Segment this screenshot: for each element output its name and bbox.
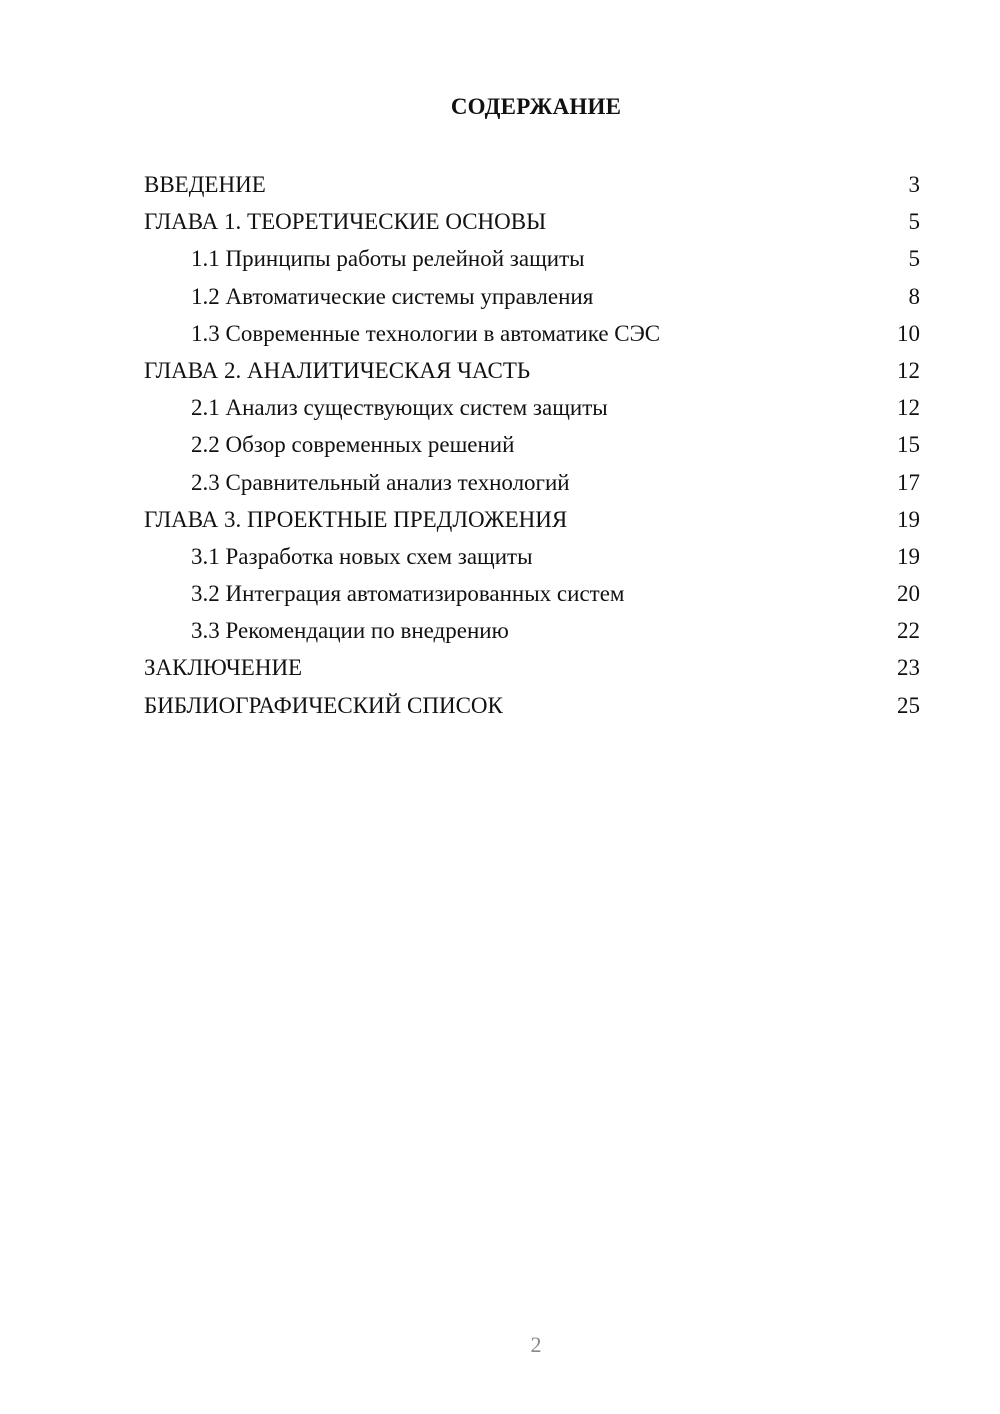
toc-entry-page: 5 xyxy=(908,246,920,272)
toc-subentry[interactable] xyxy=(144,278,920,315)
toc-entry-page: 15 xyxy=(897,432,920,458)
toc-entry-page: 19 xyxy=(897,543,920,569)
toc-subentry[interactable] xyxy=(144,538,920,575)
toc-entry-label: 2.1 Анализ существующих систем защиты xyxy=(191,395,608,421)
toc-entry-page: 22 xyxy=(897,618,920,644)
toc-entry[interactable] xyxy=(144,352,920,389)
toc-entry-label: 3.1 Разработка новых схем защиты xyxy=(191,543,533,569)
toc-subentry[interactable] xyxy=(144,464,920,501)
toc-entry-page: 17 xyxy=(897,469,920,495)
toc-entry-page: 8 xyxy=(908,283,920,309)
toc-subentry[interactable] xyxy=(144,575,920,612)
toc-entry-label: 3.3 Рекомендации по внедрению xyxy=(191,618,509,644)
toc-entry-label: 2.2 Обзор современных решений xyxy=(191,432,515,458)
toc-entry-label: ВВЕДЕНИЕ xyxy=(144,172,266,197)
toc-entry[interactable] xyxy=(144,501,920,538)
toc-subentry[interactable] xyxy=(144,612,920,649)
toc-entry-label: 3.2 Интеграция автоматизированных систем xyxy=(191,581,625,607)
toc-entry[interactable] xyxy=(144,687,920,724)
toc-subentry[interactable] xyxy=(144,389,920,426)
toc-entry-page: 23 xyxy=(897,655,920,681)
toc-entry[interactable] xyxy=(144,649,920,686)
toc-entry-page: 12 xyxy=(897,395,920,421)
toc-entry-label: 2.3 Сравнительный анализ технологий xyxy=(191,469,570,495)
toc-entry[interactable] xyxy=(144,203,920,240)
toc-entry-page: 25 xyxy=(897,692,920,718)
toc-entry-page: 20 xyxy=(897,581,920,607)
toc-subentry[interactable] xyxy=(144,426,920,463)
toc-entry-page: 12 xyxy=(897,357,920,383)
page-number: 2 xyxy=(530,1332,542,1357)
toc-entry-page: 5 xyxy=(908,209,920,235)
table-of-contents xyxy=(144,166,920,724)
toc-subentry[interactable] xyxy=(144,315,920,352)
toc-entry-label: ЗАКЛЮЧЕНИЕ xyxy=(144,655,303,681)
toc-entry-label: ГЛАВА 3. ПРОЕКТНЫЕ ПРЕДЛОЖЕНИЯ xyxy=(144,506,568,532)
toc-entry-label: 1.3 Современные технологии в автоматике СЭС xyxy=(191,320,661,346)
toc-entry-label: БИБЛИОГРАФИЧЕСКИЙ СПИСОК xyxy=(144,692,503,718)
page-title: СОДЕРЖАНИЕ xyxy=(450,94,622,119)
toc-entry-page: 10 xyxy=(897,320,920,346)
toc-entry-label: ГЛАВА 2. АНАЛИТИЧЕСКАЯ ЧАСТЬ xyxy=(144,357,531,383)
toc-entry-page: 19 xyxy=(897,506,920,532)
toc-entry-label: 1.2 Автоматические системы управления xyxy=(191,283,594,309)
toc-entry[interactable] xyxy=(144,166,920,203)
toc-entry-page: 3 xyxy=(908,172,920,197)
toc-entry-label: ГЛАВА 1. ТЕОРЕТИЧЕСКИЕ ОСНОВЫ xyxy=(144,209,547,235)
toc-subentry[interactable] xyxy=(144,240,920,277)
toc-entry-label: 1.1 Принципы работы релейной защиты xyxy=(191,246,585,272)
